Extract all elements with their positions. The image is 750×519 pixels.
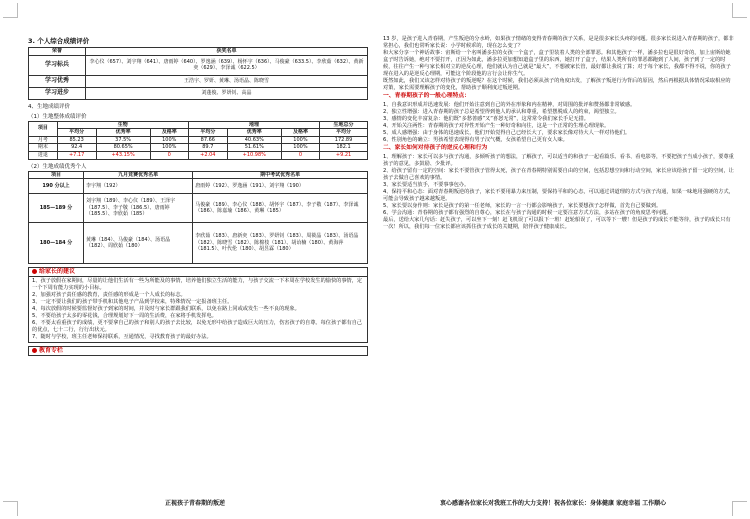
table-cell: 92.4 [57,144,96,152]
closing-banner: 衷心感谢各位家长对我班工作的大力支持！祝各位家长：身体健康 家庭幸福 工作顺心 [440,500,667,507]
row-label: 180—184 分 [29,223,84,264]
sub-title: （2）生地成绩优秀个人 [28,163,87,170]
sub-title: （1）生地整体成绩评价 [28,113,87,120]
row-names: 王浩宇、罗妍、黄琳、汤语晶、陈晓雪 [86,75,368,87]
table-header: 荣誉 [29,48,86,56]
table-cell: 89.7 [188,144,227,152]
crop-mark [3,501,18,516]
table-cell: 李欣茹（183）、唐新奕（183）、罗妍钊（183）、周筱晶（183）、汤语晶（182）、陈晓雪（182）、陈棉枝（181）、胡诒楠（180）、黄海萍（181.5）、叶代伦（180）、胡昱霖（180） [193,223,368,264]
table-header: 生地总分 [320,121,368,129]
table-subheader: 及格率 [281,129,319,137]
point-item: 5、家长要以身作则：家长是孩子的第一任老师，家长的一言一行都会影响孩子，家长要想孩子怎样做，首先自己要做到。 [383,202,662,209]
point-item: 5、成人感增强：由于身体的迅速成长，他们开始觉得自己已经长大了，要求家长像对待大人一样对待他们。 [383,130,631,137]
table-cell: +9.21 [320,151,368,159]
table-row [29,87,368,99]
table-cell: 100% [150,136,188,144]
advice-item: 1、孩子放假在家期间，尽量的让他们生活有一些为所能及的事情，培养他们独立生活的能力，与孩子交流一下本周在学校发生的愉快的事情，定一个下周有能力实现的小目标。 [32,278,363,292]
table-cell: +7.17 [57,151,96,159]
table-cell: +43.15% [96,151,150,159]
table-row [29,179,368,194]
right-column [383,36,735,231]
advice-list [28,277,368,343]
table-cell: 刘宇翔（189）、李心仪（189）、王泽宇（187.5）、李子敬（186.5）、唐雨婷（185.5）、李欣茹（185） [84,194,193,223]
point-item: 6、性别角色的确立：男孩希望表现得有男子汉气概，女孩希望自己更有女人味。 [383,137,568,144]
table-row [29,194,368,223]
table-row [29,144,368,152]
row-label: 月考 [29,136,58,144]
table-subheader: 平均分 [188,129,227,137]
table-subheader: 平均分 [320,129,368,137]
point-item: 4、开始关注两性：青春期的孩子对异性开始产生一种好奇和向往，这是一个正常的生理心理现象。 [383,123,610,130]
table-header: 期中考试优秀名单 [193,171,368,179]
red-dot-icon [32,348,37,353]
row-names: 刘蓬俊、罗妍钊、高晶 [86,87,368,99]
table-cell: +2.04 [188,151,227,159]
advice-item: 4、每次放假的时候要监督好孩子到家的时间，并及时与家长群跟我们联系，以免在路上同或或发生一些不良的现象。 [32,306,300,313]
honor-table [28,47,368,100]
section-title: 3. 个人综合成绩评价 [28,37,90,45]
advice-item: 2、加强对孩子责任感的教育，责任感的形成是一个人成长的标志。 [32,292,186,299]
score-table [28,121,368,160]
point-item: 1、自我意识形成并迅速发展：他们开始注意到自己的外在形象和内在精神，对周围的批评和赞扬都非常敏感。 [383,101,636,108]
advice-item: 3、一定不要让我们的孩子带手机和其他电子产品到学校来，特殊情况一定报备班主任。 [32,299,233,306]
table-cell: 37.5% [96,136,150,144]
table-cell: 100% [281,144,319,152]
advice-item: 7、随时与学校，班主任老师保持联系，互通情况，寻找教育孩子的最好办法。 [32,334,212,341]
intro-paragraph: 既然如此，我们又该怎样对待孩子的叛逆呢？在这个时候，我们必须从孩子的角度出发，了解孩子叛逆行为背后的原因，然后再根据具体情况采取相应的对策，家长需要理解孩子的变化，帮助孩子顺利度过叛逆期。 [383,78,731,92]
table-cell: 唐雨婷（192）、罗逸涵（191）、刘宇翔（190） [193,179,368,194]
table-cell: 0 [150,151,188,159]
table-subheader: 及格率 [150,129,188,137]
advice-title: 给家长的建议 [39,268,76,276]
table-cell: 李宇翔（192） [84,179,193,194]
table-subheader: 优秀率 [227,129,281,137]
article-title: 正视孩子青春期的叛逆 [165,500,226,507]
red-dot-icon [32,269,37,274]
table-header: 地理 [188,121,319,129]
crop-mark [732,3,747,18]
table-header: 生物 [57,121,188,129]
point-item: 1、理解孩子：家长可以多与孩子沟通，多倾听孩子的想法，了解孩子，可以适当的和孩子一起看篇乐、看书、看电影等，不要把孩子当成小孩子，要尊重孩子的意见，多鼓励、少批评。 [383,153,734,167]
table-cell: 100% [281,136,319,144]
section-heading: 二、家长如何对待孩子的逆反心理和行为 [383,145,488,152]
table-header: 九月竞赛优秀名单 [84,171,193,179]
table-cell: +10.98% [227,151,281,159]
table-subheader: 平均分 [57,129,96,137]
table-row [29,75,368,87]
left-column [28,36,368,356]
point-item: 6、学会沟通：青春期的孩子都有强烈的自尊心，家长在与孩子沟通的时候一定要注意方式方法，多站在孩子的角度思考问题。 [383,210,672,217]
advice-item: 5、不要给孩子太多的零花钱，合理规划好下一周的生活费，在家将手机发挥电。 [32,313,217,320]
point-item: 3、感情的变化丰富复杂：他们既“多愁善感”又“喜怒无常”，这常常令我们家长手足无措。 [383,115,589,122]
table-cell: 182.1 [320,144,368,152]
table-header: 项目 [29,171,84,179]
column-banner [28,346,368,356]
section-heading: 一、青春期孩子的一般心理特点： [383,93,470,100]
table-cell: 黄琳（184）、马俊豪（184）、汤语晶（182）、周欣茹（180） [84,223,193,264]
table-cell: 85.23 [57,136,96,144]
table-cell: 80.65% [96,144,150,152]
table-cell: 51.61% [227,144,281,152]
table-row [29,151,368,159]
table-cell: 0 [281,151,319,159]
table-header: 获奖名单 [86,48,368,56]
table-row [29,223,368,264]
table-row [29,55,368,75]
closing-paragraph: 最后，送给大家几句话：赶失孩子，可以坐下一刻！赶飞机误了可以报下一班！赶轮船误了，可以等下一艘！但是孩子的成长不能等待，孩子的成长只有一次！所以，我们每一位家长都应该抓住孩子成长的关键期，陪伴孩子健康成长。 [383,217,731,231]
table-cell: 87.66 [188,136,227,144]
table-cell: 马俊豪（189）、李心仪（188）、胡怀宇（187）、李子敬（187）、李泽诚（186）、陈嘉瑜（186）、黄琳（185） [193,194,368,223]
row-label: 进退 [29,151,58,159]
row-label: 185—189 分 [29,194,84,223]
row-label: 学习标兵 [29,55,86,75]
row-label: 期末 [29,144,58,152]
row-label: 学习进步 [29,87,86,99]
crop-mark [3,3,18,18]
advice-item: 6、不要太看重孩子的成绩，更不要拿自己的孩子和别人的孩子去比较，以免无形中给孩子造成巨大的压力，伤害孩子的自尊。每位孩子都有自己的优点，七十二行，行行出状元。 [32,320,363,334]
table-cell: 40.63% [227,136,281,144]
advice-banner [28,267,368,277]
intro-paragraph: 和大家分享一个神话故事：宙斯给一个名叫潘多拉的女孩一个盒子，盒子里装着人类的全部罪恶。和其他孩子一样，潘多拉也是很好奇的，加上宙斯给她盒子时告诉她，绝对不要打开，正因为如此，潘多拉更加想知道盒子里的东西，她打开了盒子，结果人类所有的罪恶都跑到了人间，孩子到了一定的时候，往往产生一种与家长相对立的逆反心理，他们就认为自己就是“最大”，不想被家长管，最好都让我说了算；对于每个家长，我都不得不说，你的孩子现在进入的是逆反心理期，可能这个阶段他的言行会让你生气。 [383,50,731,78]
table-cell: 172.89 [320,136,368,144]
point-item: 2、独立性增强：进入青春期的孩子总是希望得到他人的承认和尊重，希望摆脱成人的约束，渴望独立。 [383,108,620,115]
table-row [29,136,368,144]
crop-mark [732,501,747,516]
row-names: 李心仪（657）、刘宇翔（641）、唐雨婷（640）、罗逸涵（639）、杨怀宇（636）、马俊豪（633.5）、李欣茹（632）、黄新奕（629）、李泽诚（622.5） [86,55,368,75]
column-title: 教育专栏 [39,347,64,355]
table-subheader: 优秀率 [96,129,150,137]
section-title: 4、生地成绩评价 [28,103,70,110]
row-label: 190 分以上 [29,179,84,194]
intro-paragraph: 13 岁，是孩子进入青春期，产生叛逆的分水岭，如果孩子情绪的变得青春期的孩子关系，是是很多家长头疼的问题。很多家长说进入青春期的孩子，都非常担心，我们也常听家长说：小学时候乖的，现在怎么变了？ [383,36,734,50]
table-header: 项目 [29,121,58,136]
row-label: 学习优秀 [29,75,86,87]
point-item: 3、家长要适当放手，不要事事包办。 [383,181,470,188]
table-cell: 100% [150,144,188,152]
excellent-students-table [28,171,368,265]
point-item: 4、保持平和心态：面对青春期叛逆的孩子，家长不要用暴力来压制，要保持平和的心态，可以通过讲道理的方式与孩子沟通，如果一味地用强硬的方式，可能会导致孩子越来越叛逆。 [383,188,734,202]
point-item: 2、给孩子留有一定的空间：家长不要管孩子管得太死，孩子在青春期特别需要自由的空间，包括思想空间和行动空间，家长应该给孩子留一定的空间，让孩子去做自己喜欢的事情。 [383,167,734,181]
